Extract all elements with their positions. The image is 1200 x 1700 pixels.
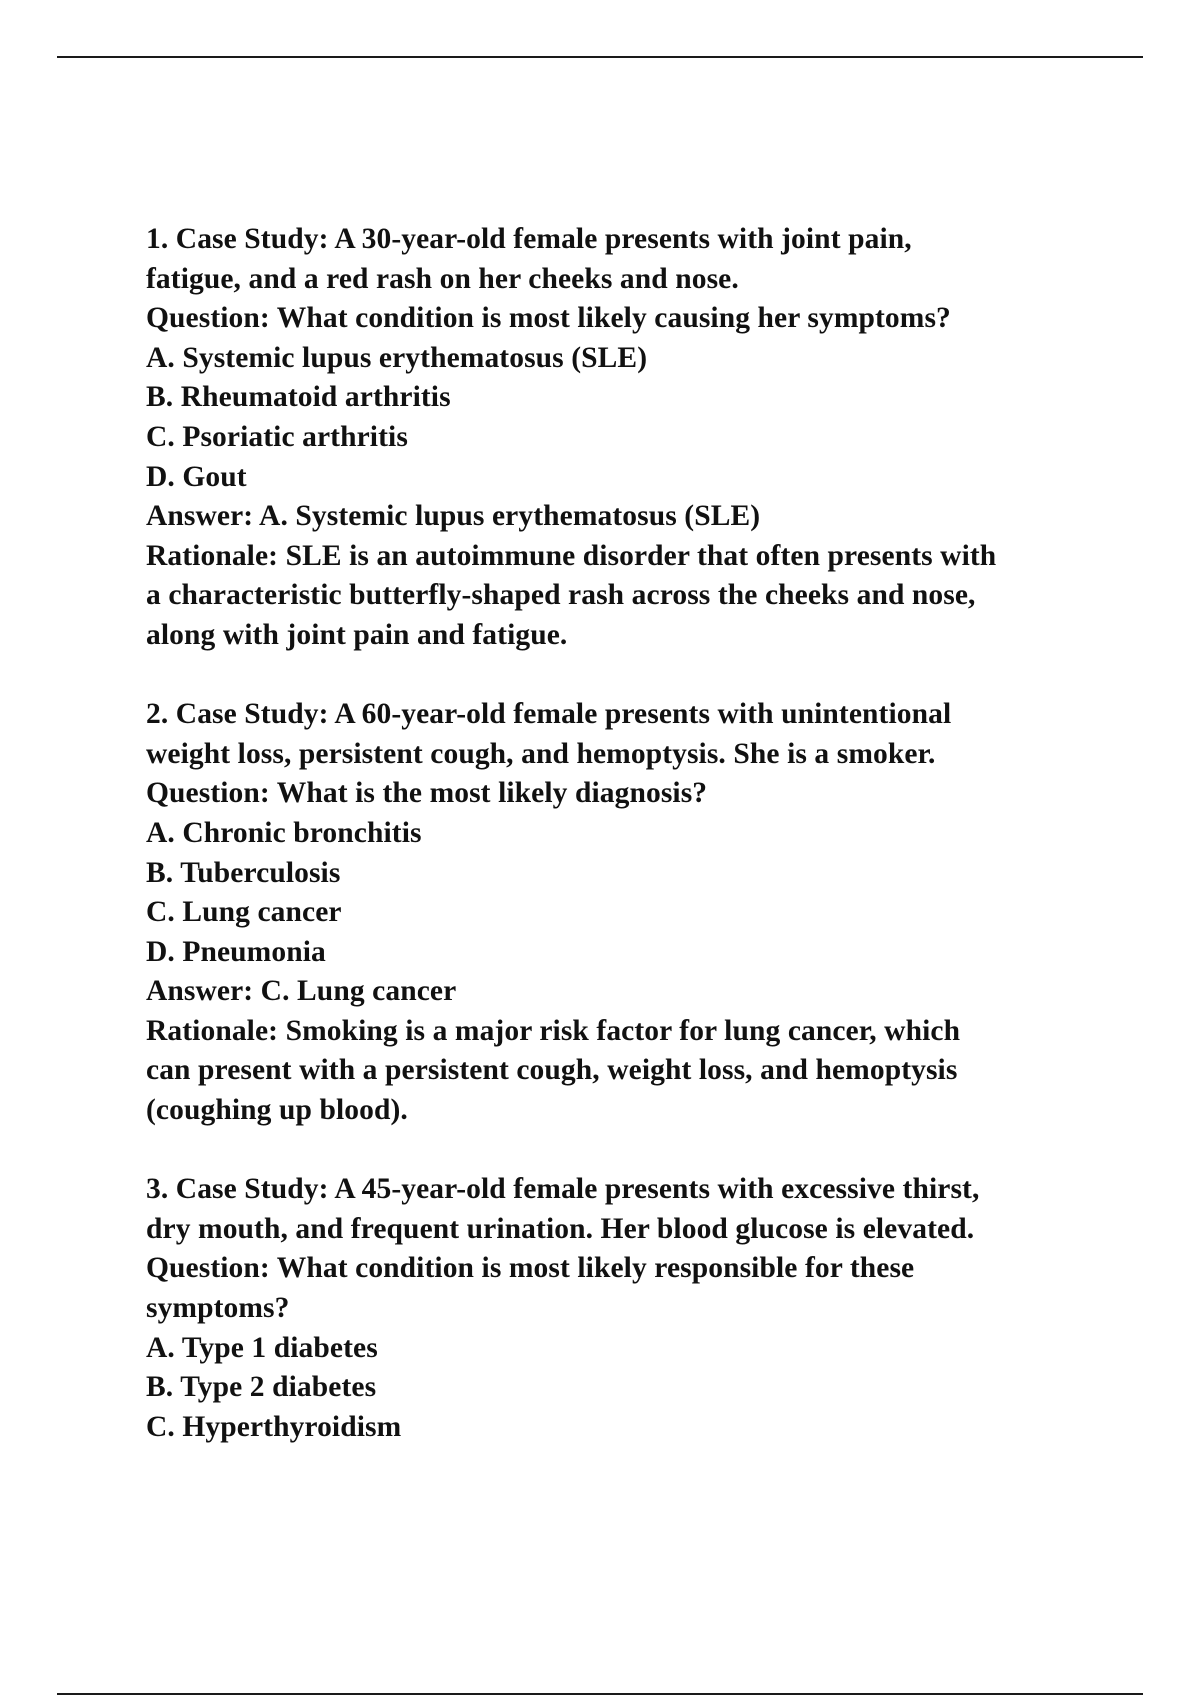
case-study-text: dry mouth, and frequent urination. Her blood glucose is elevated. — [146, 1212, 975, 1245]
option-a: A. Chronic bronchitis — [146, 816, 422, 849]
rationale-text: along with joint pain and fatigue. — [146, 618, 568, 651]
rationale-text: a characteristic butterfly-shaped rash across the cheeks and nose, — [146, 579, 976, 612]
option-c: C. Lung cancer — [146, 896, 342, 929]
rationale-text: Rationale: Smoking is a major risk factor for lung cancer, which — [146, 1014, 961, 1047]
question-block-3 — [146, 1170, 1106, 1447]
rationale-text: (coughing up blood). — [146, 1094, 408, 1127]
option-d: D. Pneumonia — [146, 935, 326, 968]
option-c: C. Psoriatic arthritis — [146, 420, 408, 453]
answer-text: Answer: A. Systemic lupus erythematosus (SLE) — [146, 500, 761, 533]
question-text: symptoms? — [146, 1292, 290, 1325]
option-b: B. Tuberculosis — [146, 856, 341, 889]
question-block-1 — [146, 220, 1106, 656]
block-spacer — [146, 656, 1106, 696]
case-study-text: 3. Case Study: A 45-year-old female presents with excessive thirst, — [146, 1173, 980, 1206]
question-text: Question: What condition is most likely responsible for these — [146, 1252, 915, 1285]
footer-rule — [57, 1693, 1143, 1695]
document-body — [146, 220, 1106, 1447]
answer-text: Answer: C. Lung cancer — [146, 975, 457, 1008]
question-text: Question: What condition is most likely causing her symptoms? — [146, 302, 951, 335]
option-b: B. Rheumatoid arthritis — [146, 381, 451, 414]
option-c: C. Hyperthyroidism — [146, 1410, 402, 1443]
option-a: A. Type 1 diabetes — [146, 1331, 378, 1364]
option-a: A. Systemic lupus erythematosus (SLE) — [146, 341, 648, 374]
question-block-2 — [146, 695, 1106, 1131]
header-rule — [57, 56, 1143, 58]
rationale-text: can present with a persistent cough, weight loss, and hemoptysis — [146, 1054, 958, 1087]
rationale-text: Rationale: SLE is an autoimmune disorder that often presents with — [146, 539, 997, 572]
case-study-text: weight loss, persistent cough, and hemoptysis. She is a smoker. — [146, 737, 936, 770]
case-study-text: fatigue, and a red rash on her cheeks and nose. — [146, 262, 739, 295]
case-study-text: 2. Case Study: A 60-year-old female presents with unintentional — [146, 698, 952, 731]
option-b: B. Type 2 diabetes — [146, 1371, 377, 1404]
option-d: D. Gout — [146, 460, 247, 493]
question-text: Question: What is the most likely diagnosis? — [146, 777, 708, 810]
case-study-text: 1. Case Study: A 30-year-old female presents with joint pain, — [146, 223, 912, 255]
block-spacer — [146, 1131, 1106, 1171]
